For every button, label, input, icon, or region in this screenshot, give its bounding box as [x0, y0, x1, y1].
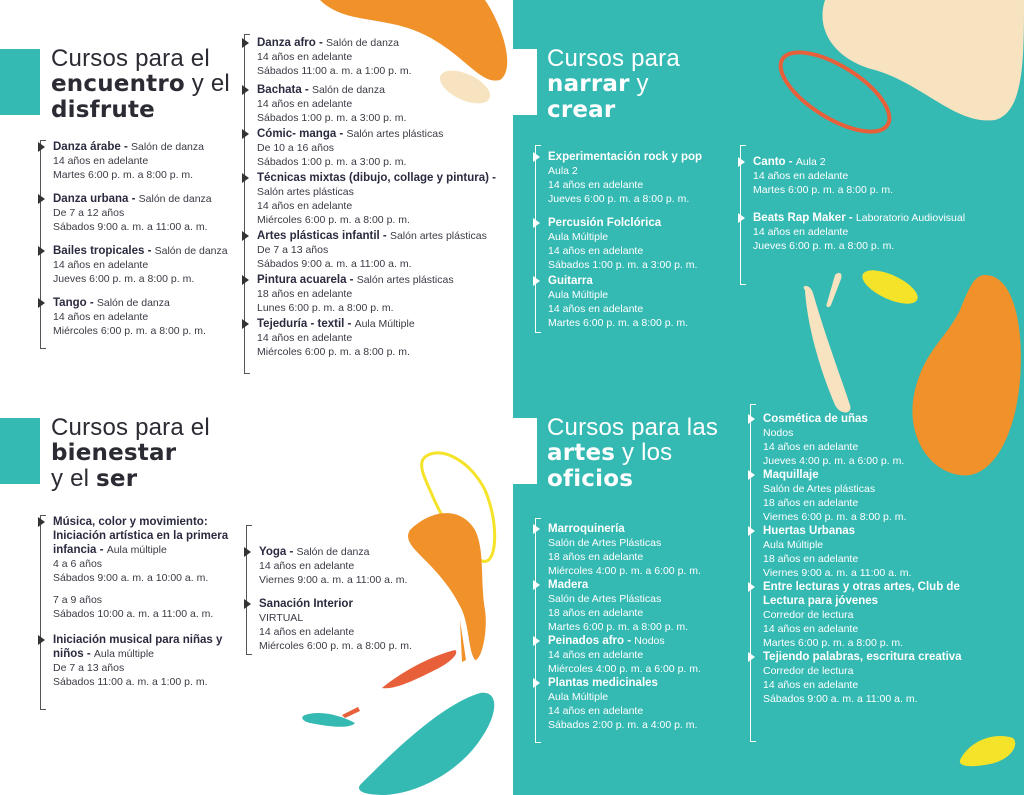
- course-name: Bachata -: [257, 84, 312, 96]
- course-detail: Sábados 2:00 p. m. a 4:00 p. m.: [548, 719, 698, 731]
- course-place: Salón de danza: [296, 546, 370, 558]
- bullet-arrow-icon: [242, 173, 249, 183]
- course-detail: 14 años en adelante: [259, 560, 355, 572]
- course-detail: Nodos: [763, 427, 794, 439]
- bullet-arrow-icon: [242, 319, 249, 329]
- bullet-arrow-icon: [748, 470, 755, 480]
- course-item: [751, 468, 990, 524]
- course-detail: Miércoles 4:00 p. m. a 6:00 p. m.: [548, 565, 701, 577]
- course-name: Técnicas mixtas (dibujo, collage y pintura) -: [257, 172, 496, 184]
- course-detail: Viernes 9:00 a. m. a 11:00 a. m.: [763, 567, 912, 579]
- course-name: Entre lecturas y otras artes, Club de Lectura para jóvenes: [763, 581, 960, 607]
- bullet-arrow-icon: [38, 517, 45, 527]
- course-detail: 14 años en adelante: [259, 626, 355, 638]
- course-detail: Miércoles 6:00 p. m. a 8:00 p. m.: [259, 640, 412, 652]
- course-detail: Aula Múltiple: [548, 289, 609, 301]
- red-outline-ring: [770, 40, 900, 145]
- course-detail: Sábados 1:00 p. m. a 3:00 p. m.: [257, 112, 407, 124]
- course-detail: VIRTUAL: [259, 612, 304, 624]
- course-name: Cosmética de uñas: [763, 413, 868, 425]
- course-name: Madera: [548, 579, 589, 591]
- course-item: [536, 150, 735, 206]
- course-item: [41, 296, 240, 338]
- course-name: Danza árabe -: [53, 141, 131, 153]
- course-detail: 7 a 9 años: [53, 594, 103, 606]
- course-place: Laboratorio Audiovisual: [855, 212, 966, 224]
- course-list-artes-right: [750, 404, 990, 742]
- course-detail: Sábados 9:00 a. m. a 10:00 a. m.: [53, 572, 209, 584]
- course-item: [536, 676, 735, 732]
- course-detail: 14 años en adelante: [763, 441, 859, 453]
- course-item: [247, 545, 426, 587]
- section-marker: [513, 49, 537, 115]
- course-detail: Miércoles 6:00 p. m. a 8:00 p. m.: [257, 346, 410, 358]
- course-name: Tejeduría - textil -: [257, 318, 355, 330]
- course-detail: 14 años en adelante: [548, 245, 644, 257]
- course-detail: Salón de Artes Plásticas: [548, 593, 662, 605]
- section-marker: [0, 49, 40, 115]
- course-place: Salón de danza: [311, 84, 385, 96]
- bullet-arrow-icon: [533, 636, 540, 646]
- course-detail: Jueves 6:00 p. m. a 8:00 p. m.: [753, 240, 895, 252]
- title-bienestar: Cursos para el bienestar y el ser: [51, 414, 210, 492]
- course-place: Salón artes plásticas: [346, 128, 444, 140]
- cream-stick-right: [795, 265, 865, 415]
- course-item: [751, 580, 990, 650]
- course-list-narrar-left: [535, 145, 735, 333]
- course-item: [751, 412, 990, 468]
- course-item: [245, 171, 506, 227]
- bullet-arrow-icon: [748, 652, 755, 662]
- bullet-arrow-icon: [533, 678, 540, 688]
- course-detail: 18 años en adelante: [763, 553, 859, 565]
- course-item: [245, 36, 506, 78]
- course-name: Maquillaje: [763, 469, 819, 481]
- course-detail: Aula Múltiple: [548, 231, 609, 243]
- course-name: Danza urbana -: [53, 193, 139, 205]
- bullet-arrow-icon: [533, 276, 540, 286]
- bullet-arrow-icon: [533, 524, 540, 534]
- course-item: [536, 578, 735, 634]
- course-name: Música, color y movimiento: Iniciación artística en la primera infancia -: [53, 516, 229, 556]
- course-detail: 14 años en adelante: [763, 623, 859, 635]
- course-detail: Lunes 6:00 p. m. a 8:00 p. m.: [257, 302, 394, 314]
- title-artes: Cursos para las artes y los oficios: [547, 414, 719, 492]
- course-place: Salón artes plásticas: [257, 186, 354, 198]
- course-detail: 18 años en adelante: [763, 497, 859, 509]
- bullet-arrow-icon: [242, 231, 249, 241]
- course-detail: 14 años en adelante: [753, 170, 849, 182]
- course-detail: De 7 a 13 años: [53, 662, 125, 674]
- course-detail: Aula 2: [548, 165, 578, 177]
- course-detail: Corredor de lectura: [763, 609, 854, 621]
- course-item: [41, 140, 240, 182]
- course-name: Yoga -: [259, 546, 297, 558]
- course-detail: 14 años en adelante: [257, 51, 353, 63]
- course-detail: Viernes 6:00 p. m. a 8:00 p. m.: [763, 511, 907, 523]
- course-detail: 14 años en adelante: [548, 649, 644, 661]
- course-item: [741, 211, 1000, 253]
- course-place: Salón artes plásticas: [389, 230, 487, 242]
- course-list-artes-left: [535, 518, 735, 743]
- course-name: Danza afro -: [257, 37, 327, 49]
- course-item: [751, 650, 990, 706]
- course-detail: Aula Múltiple: [548, 691, 609, 703]
- course-detail: Aula Múltiple: [763, 539, 824, 551]
- course-name: Experimentación rock y pop: [548, 151, 703, 163]
- course-item: [741, 155, 1000, 197]
- bullet-arrow-icon: [242, 38, 249, 48]
- course-place: Salón de danza: [96, 297, 170, 309]
- course-item: [536, 522, 735, 578]
- course-place: Aula múltiple: [106, 544, 167, 556]
- course-detail: Salón de Artes plásticas: [763, 483, 876, 495]
- course-place: Salón artes plásticas: [356, 274, 454, 286]
- course-item: [245, 229, 506, 271]
- course-detail: De 7 a 12 años: [53, 207, 125, 219]
- course-detail: 14 años en adelante: [548, 179, 644, 191]
- course-detail: Corredor de lectura: [763, 665, 854, 677]
- bullet-arrow-icon: [242, 275, 249, 285]
- bullet-arrow-icon: [244, 599, 251, 609]
- course-place: Aula múltiple: [93, 648, 155, 660]
- bullet-arrow-icon: [242, 129, 249, 139]
- course-detail: 14 años en adelante: [753, 226, 849, 238]
- course-place: Salón de danza: [138, 193, 212, 205]
- course-detail: Jueves 4:00 p. m. a 6:00 p. m.: [763, 455, 905, 467]
- bullet-arrow-icon: [738, 213, 745, 223]
- course-detail: De 7 a 13 años: [257, 244, 329, 256]
- course-list-bienestar-left: [40, 515, 245, 710]
- course-place: Nodos: [634, 635, 665, 647]
- course-detail: Sábados 9:00 a. m. a 11:00 a. m.: [763, 693, 918, 705]
- course-detail: 14 años en adelante: [548, 303, 644, 315]
- course-detail: Miércoles 4:00 p. m. a 6:00 p. m.: [548, 663, 701, 675]
- course-detail: 14 años en adelante: [53, 259, 149, 271]
- bullet-arrow-icon: [533, 580, 540, 590]
- course-name: Iniciación musical para niñas y niños -: [53, 634, 223, 660]
- course-detail: Salón de Artes Plásticas: [548, 537, 662, 549]
- course-name: Tango -: [53, 297, 97, 309]
- course-detail: Martes 6:00 p. m. a 8:00 p. m.: [53, 169, 194, 181]
- course-name: Plantas medicinales: [548, 677, 658, 689]
- course-item: [245, 83, 506, 125]
- course-place: Aula Múltiple: [354, 318, 415, 330]
- course-detail: De 10 a 16 años: [257, 142, 335, 154]
- course-detail: 14 años en adelante: [53, 311, 149, 323]
- course-item: [41, 244, 240, 286]
- course-detail: 14 años en adelante: [53, 155, 149, 167]
- course-detail: Sábados 1:00 p. m. a 3:00 p. m.: [257, 156, 407, 168]
- course-detail: Sábados 11:00 a. m. a 1:00 p. m.: [53, 676, 208, 688]
- course-detail: Sábados 10:00 a. m. a 11:00 a. m.: [53, 608, 214, 620]
- course-detail: 14 años en adelante: [763, 679, 859, 691]
- course-name: Artes plásticas infantil -: [257, 230, 390, 242]
- course-list-narrar-right: [740, 145, 1000, 285]
- course-detail: 14 años en adelante: [257, 200, 353, 212]
- course-name: Canto -: [753, 156, 796, 168]
- course-name: Sanación Interior: [259, 598, 353, 610]
- bullet-arrow-icon: [748, 414, 755, 424]
- course-detail: Martes 6:00 p. m. a 8:00 p. m.: [548, 621, 689, 633]
- course-detail: 14 años en adelante: [257, 98, 353, 110]
- course-item: [536, 634, 735, 676]
- bullet-arrow-icon: [242, 85, 249, 95]
- course-detail: 18 años en adelante: [548, 551, 644, 563]
- course-name: Huertas Urbanas: [763, 525, 856, 537]
- course-detail: Martes 6:00 p. m. a 8:00 p. m.: [548, 317, 689, 329]
- section-marker: [513, 418, 537, 484]
- course-name: Tejiendo palabras, escritura creativa: [763, 651, 962, 663]
- title-narrar: Cursos para narrar y crear: [547, 45, 680, 123]
- course-list-encuentro-left: [40, 140, 240, 349]
- bullet-arrow-icon: [38, 194, 45, 204]
- course-detail: 18 años en adelante: [257, 288, 353, 300]
- course-item: [245, 273, 506, 315]
- course-detail: Viernes 9:00 a. m. a 11:00 a. m.: [259, 574, 408, 586]
- course-name: Peinados afro -: [548, 635, 635, 647]
- course-name: Guitarra: [548, 275, 593, 287]
- title-encuentro: Cursos para el encuentro y el disfrute: [51, 45, 230, 123]
- course-name: Beats Rap Maker -: [753, 212, 856, 224]
- teal-blob-bottom: [300, 685, 500, 795]
- course-detail: Miércoles 6:00 p. m. a 8:00 p. m.: [257, 214, 410, 226]
- bullet-arrow-icon: [748, 526, 755, 536]
- course-list-encuentro-right: [244, 34, 506, 374]
- course-name: Marroquinería: [548, 523, 625, 535]
- course-detail: Sábados 11:00 a. m. a 1:00 p. m.: [257, 65, 412, 77]
- course-place: Salón de danza: [154, 245, 228, 257]
- section-marker: [0, 418, 40, 484]
- course-detail: Sábados 1:00 p. m. a 3:00 p. m.: [548, 259, 698, 271]
- course-place: Aula 2: [795, 156, 826, 168]
- course-detail: Martes 6:00 p. m. a 8:00 p. m.: [763, 637, 904, 649]
- course-item: [41, 192, 240, 234]
- course-detail: Sábados 9:00 a. m. a 11:00 a. m.: [53, 221, 208, 233]
- course-detail: 18 años en adelante: [548, 607, 644, 619]
- bullet-arrow-icon: [38, 142, 45, 152]
- course-item: [245, 317, 506, 359]
- course-detail: Sábados 9:00 a. m. a 11:00 a. m.: [257, 258, 412, 270]
- course-list-bienestar-right: [246, 525, 426, 655]
- course-item: [41, 515, 245, 585]
- course-place: Salón de danza: [326, 37, 399, 49]
- course-item: [536, 274, 735, 330]
- course-item: [247, 597, 426, 653]
- course-name: Pintura acuarela -: [257, 274, 357, 286]
- course-item: [41, 593, 245, 621]
- course-item: [751, 524, 990, 580]
- course-detail: Miércoles 6:00 p. m. a 8:00 p. m.: [53, 325, 206, 337]
- course-detail: 14 años en adelante: [257, 332, 353, 344]
- course-detail: Jueves 6:00 p. m. a 8:00 p. m.: [548, 193, 690, 205]
- bullet-arrow-icon: [38, 298, 45, 308]
- bullet-arrow-icon: [748, 582, 755, 592]
- course-detail: 4 a 6 años: [53, 558, 103, 570]
- course-item: [245, 127, 506, 169]
- course-name: Percusión Folclórica: [548, 217, 662, 229]
- course-detail: Martes 6:00 p. m. a 8:00 p. m.: [753, 184, 894, 196]
- bullet-arrow-icon: [533, 218, 540, 228]
- course-place: Salón de danza: [130, 141, 204, 153]
- course-item: [41, 633, 245, 689]
- course-detail: Jueves 6:00 p. m. a 8:00 p. m.: [53, 273, 195, 285]
- bullet-arrow-icon: [38, 635, 45, 645]
- course-item: [536, 216, 735, 272]
- bullet-arrow-icon: [533, 152, 540, 162]
- course-name: Cómic- manga -: [257, 128, 347, 140]
- course-detail: 14 años en adelante: [548, 705, 644, 717]
- course-name: Bailes tropicales -: [53, 245, 155, 257]
- bullet-arrow-icon: [38, 246, 45, 256]
- bullet-arrow-icon: [738, 157, 745, 167]
- bullet-arrow-icon: [244, 547, 251, 557]
